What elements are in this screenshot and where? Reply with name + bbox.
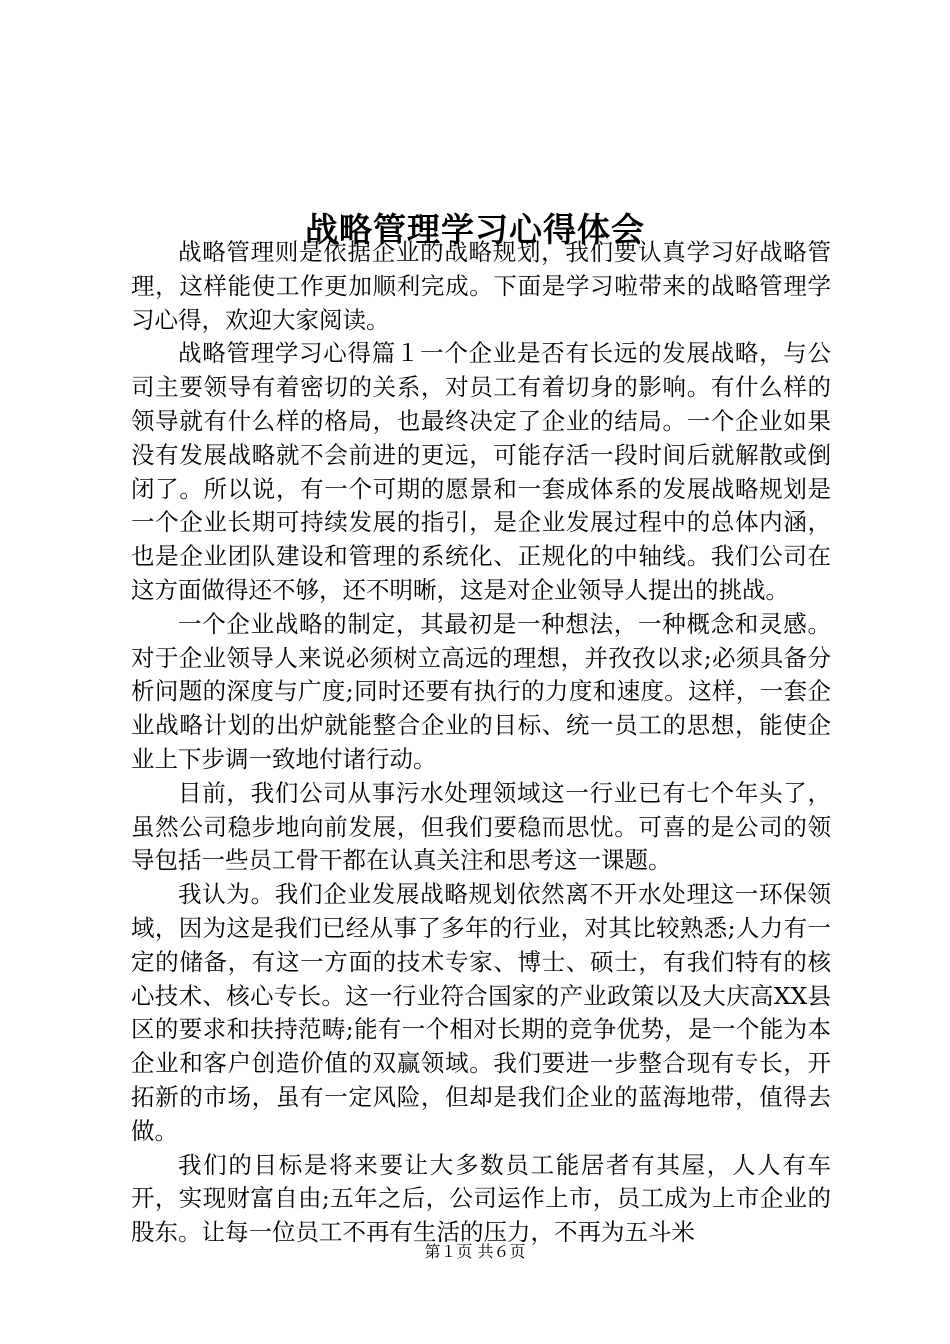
paragraph-3: 目前，我们公司从事污水处理领域这一行业已有七个年头了，虽然公司稳步地向前发展，但我们要稳而思忧。可喜的是公司的领导包括一些员工骨干都在认真关注和思考这一课题。 [131,778,831,875]
paragraph-4: 我认为。我们企业发展战略规划依然离不开水处理这一环保领域，因为这是我们已经从事了多年的行业，对其比较熟悉;人力有一定的储备，有这一方面的技术专家、博士、硕士，有我们特有的核心技术、核心专长。这一行业符合国家的产业政策以及大庆高XX县区的要求和扶持范畴;能有一个相对长期的竞争优势，是一个能为本企业和客户创造价值的双赢领域。我们要进一步整合现有专长，开拓新的市场，虽有一定风险，但却是我们企业的蓝海地带，值得去做。 [131,880,831,1145]
paragraph-5: 我们的目标是将来要让大多数员工能居者有其屋，人人有车开，实现财富自由;五年之后，公司运作上市，员工成为上市企业的股东。让每一位员工不再有生活的压力，不再为五斗米 [131,1150,831,1247]
paragraph-intro: 战略管理则是依据企业的战略规划，我们要认真学习好战略管理，这样能使工作更加顺利完成。下面是学习啦带来的战略管理学习心得，欢迎大家阅读。 [131,238,831,334]
document-body [131,236,831,1250]
document-title: 战略管理学习心得体会 [305,210,645,250]
page-number-footer: 第１页 共６页 [424,1242,526,1261]
paragraph-1: 战略管理学习心得篇１一个企业是否有长远的发展战略，与公司主要领导有着密切的关系，对员工有着切身的影响。有什么样的领导就有什么样的格局，也最终决定了企业的结局。一个企业如果没有发展战略就不会前进的更远，可能存活一段时间后就解散或倒闭了。所以说，有一个可期的愿景和一套成体系的发展战略规划是一个企业长期可持续发展的指引，是企业发展过程中的总体内涵，也是企业团队建设和管理的系统化、正规化的中轴线。我们公司在这方面做得还不够，还不明晰，这是对企业领导人提出的挑战。 [131,339,831,604]
paragraph-2: 一个企业战略的制定，其最初是一种想法，一种概念和灵感。对于企业领导人来说必须树立高远的理想，并孜孜以求;必须具备分析问题的深度与广度;同时还要有执行的力度和速度。这样，一套企业战略计划的出炉就能整合企业的目标、统一员工的思想，能使企业上下步调一致地付诸行动。 [131,609,831,773]
